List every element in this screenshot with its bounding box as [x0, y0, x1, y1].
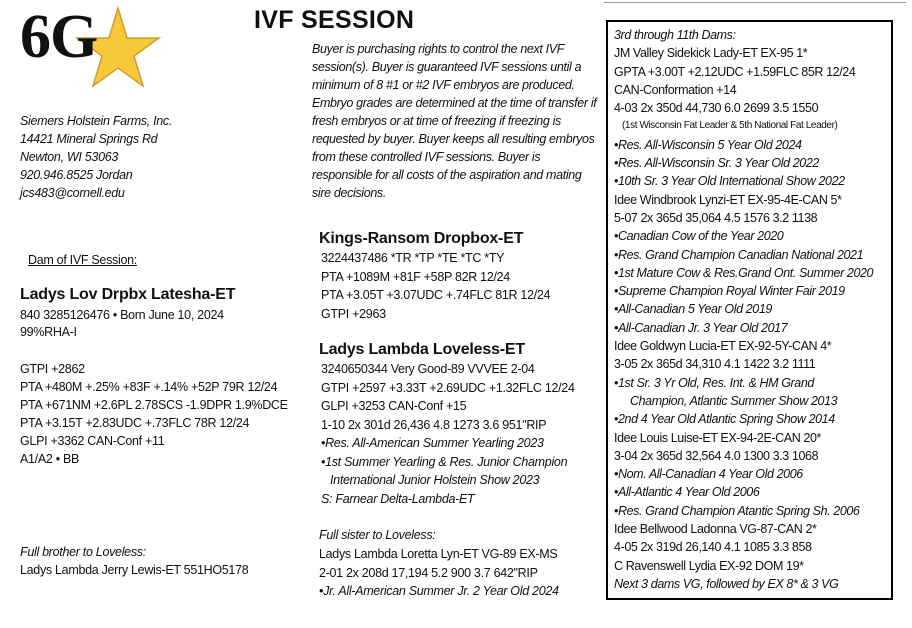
dam-pedigree-line: •All-Canadian Jr. 3 Year Old 2017: [614, 320, 788, 335]
dam-pedigree-line: CAN-Conformation +14: [614, 82, 737, 97]
dam-pedigree-line: •Res. Grand Champion Canadian National 2021: [614, 247, 864, 262]
dam-pedigree-line: Champion, Atlantic Summer Show 2013: [630, 393, 838, 408]
dam-pedigree-line: •Res. All-Wisconsin 5 Year Old 2024: [614, 137, 802, 152]
mgd-line: 3240650344 Very Good-89 VVVEE 2-04: [321, 362, 535, 376]
full-sister: [319, 545, 559, 601]
dam-pedigree-line: (1st Wisconsin Fat Leader & 5th National Fat Leader): [622, 120, 838, 132]
dam-pedigree-line: 5-07 2x 365d 35,064 4.5 1576 3.2 1138: [614, 210, 818, 225]
full-brother-label: Full brother to Loveless:: [20, 545, 146, 559]
dams-box-header: 3rd through 11th Dams:: [614, 28, 736, 42]
farm-address1: 14421 Mineral Springs Rd: [20, 132, 158, 146]
dam-stat-line: GLPI +3362 CAN-Conf +11: [20, 434, 165, 448]
mgd-line: GTPI +2597 +3.33T +2.69UDC +1.32FLC 12/24: [321, 380, 575, 395]
sale-terms: Buyer is purchasing rights to control the next IVF session(s). Buyer is guaranteed IVF sessions until a minimum of 8 #1 or #2 IVF embryos are produced. Embryo grades are determined at the time of transfer if fresh embryos or at time of freezing if freezing is requested by buyer. Buyer keeps all resulting embryos from these controlled IVF sessions. Buyer is responsible for all costs of the aspiration and mating sire decisions.: [312, 42, 597, 200]
sire-line: GTPI +2963: [321, 306, 386, 321]
dam-pedigree-line: •Supreme Champion Royal Winter Fair 2019: [614, 284, 845, 299]
dam-pedigree-line: 3-04 2x 365d 32,564 4.0 1300 3.3 1068: [614, 448, 819, 463]
dam-pedigree-line: 3-05 2x 365d 34,310 4.1 1422 3.2 1111: [614, 357, 816, 372]
farm-phone: 920.946.8525 Jordan: [20, 168, 133, 182]
dam-id-line: 840 3285126476 • Born June 10, 2024: [20, 308, 224, 322]
dam-name: Ladys Lov Drpbx Latesha-ET: [20, 286, 236, 303]
farm-email[interactable]: jcs483@cornell.edu: [20, 186, 125, 200]
dam-pedigree-line: •Nom. All-Canadian 4 Year Old 2006: [614, 467, 803, 482]
sire-line: 3224437486 *TR *TP *TE *TC *TY: [321, 251, 505, 265]
mgd-honor: International Junior Holstein Show 2023: [330, 473, 540, 487]
dam-stat-line: GTPI +2862: [20, 362, 85, 376]
full-sister-label: Full sister to Loveless:: [319, 528, 436, 542]
dam-stat-line: A1/A2 • BB: [20, 452, 80, 466]
full-sister-line: 2-01 2x 208d 17,194 5.2 900 3.7 642"RIP: [319, 565, 538, 580]
full-sister-honor: •Jr. All-American Summer Jr. 2 Year Old 2024: [319, 584, 559, 598]
sire-line: PTA +3.05T +3.07UDC +.74FLC 81R 12/24: [321, 288, 551, 302]
sire-lines: [321, 249, 550, 323]
dam-pedigree-line: Idee Goldwyn Lucia-ET EX-92-5Y-CAN 4*: [614, 339, 832, 354]
dam-pedigree-line: GPTA +3.00T +2.12UDC +1.59FLC 85R 12/24: [614, 64, 856, 79]
lot-number: 6G: [20, 3, 98, 71]
dam-pedigree-line: •1st Sr. 3 Yr Old, Res. Int. & HM Grand: [614, 375, 814, 390]
full-brother-value: Ladys Lambda Jerry Lewis-ET 551HO5178: [20, 563, 249, 577]
dam-pedigree-line: •1st Mature Cow & Res.Grand Ont. Summer 2020: [614, 265, 874, 280]
dam-pedigree-line: •All-Atlantic 4 Year Old 2006: [614, 485, 760, 500]
dam-pedigree-line: •2nd 4 Year Old Atlantic Spring Show 2014: [614, 412, 835, 427]
dam-stat-line: PTA +480M +.25% +83F +.14% +52P 79R 12/24: [20, 380, 278, 394]
farm-address2: Newton, WI 53063: [20, 150, 119, 164]
farm-contact: [20, 112, 172, 202]
dam-pedigree-line: Idee Windbrook Lynzi-ET EX-95-4E-CAN 5*: [614, 192, 842, 207]
top-rule: [604, 2, 906, 3]
dam-pedigree-line: C Ravenswell Lydia EX-92 DOM 19*: [614, 558, 804, 573]
dam-pedigree-line: JM Valley Sidekick Lady-ET EX-95 1*: [614, 46, 808, 61]
dam-id: [20, 307, 224, 341]
dam-pedigree-line: •Res. Grand Champion Atantic Spring Sh. 2006: [614, 503, 860, 518]
dam-rha: 99%RHA-I: [20, 325, 77, 339]
dam-pedigree-line: 4-05 2x 319d 26,140 4.1 1085 3.3 858: [614, 540, 812, 555]
dams-box-text: [614, 26, 873, 593]
dam-header: Dam of IVF Session:: [28, 253, 137, 267]
dam-stats: [20, 360, 288, 468]
dam-stat-line: PTA +3.15T +2.83UDC +.73FLC 78R 12/24: [20, 416, 250, 430]
dam-pedigree-line: •10th Sr. 3 Year Old International Show 2022: [614, 174, 845, 189]
dam-pedigree-line: Idee Bellwood Ladonna VG-87-CAN 2*: [614, 522, 817, 537]
mgd-name: Ladys Lambda Loveless-ET: [319, 341, 525, 358]
sire-line: PTA +1089M +81F +58P 82R 12/24: [321, 269, 510, 284]
mgd-line: GLPI +3253 CAN-Conf +15: [321, 399, 467, 413]
dam-pedigree-line: Next 3 dams VG, followed by EX 8* & 3 VG: [614, 576, 839, 591]
mgd-line: 1-10 2x 301d 26,436 4.8 1273 3.6 951"RIP: [321, 417, 547, 432]
full-sister-line: Ladys Lambda Loretta Lyn-ET VG-89 EX-MS: [319, 547, 558, 561]
dam-pedigree-line: Idee Louis Luise-ET EX-94-2E-CAN 20*: [614, 430, 822, 445]
dam-pedigree-line: •All-Canadian 5 Year Old 2019: [614, 302, 772, 317]
dams-lines: [614, 44, 873, 593]
dam-pedigree-line: 4-03 2x 350d 44,730 6.0 2699 3.5 1550: [614, 101, 819, 116]
dam-stat-line: PTA +671NM +2.6PL 2.78SCS -1.9DPR 1.9%DCE: [20, 398, 288, 412]
sire-name: Kings-Ransom Dropbox-ET: [319, 230, 524, 247]
mgd-honor: •1st Summer Yearling & Res. Junior Champion: [321, 454, 568, 469]
farm-name: Siemers Holstein Farms, Inc.: [20, 114, 173, 128]
page-title: IVF SESSION: [254, 6, 415, 34]
dam-pedigree-line: •Canadian Cow of the Year 2020: [614, 229, 784, 244]
dam-pedigree-line: •Res. All-Wisconsin Sr. 3 Year Old 2022: [614, 156, 819, 171]
mgd-lines: [321, 360, 575, 508]
mgd-honor: •Res. All-American Summer Yearling 2023: [321, 436, 544, 450]
mgd-sire: S: Farnear Delta-Lambda-ET: [321, 491, 475, 506]
